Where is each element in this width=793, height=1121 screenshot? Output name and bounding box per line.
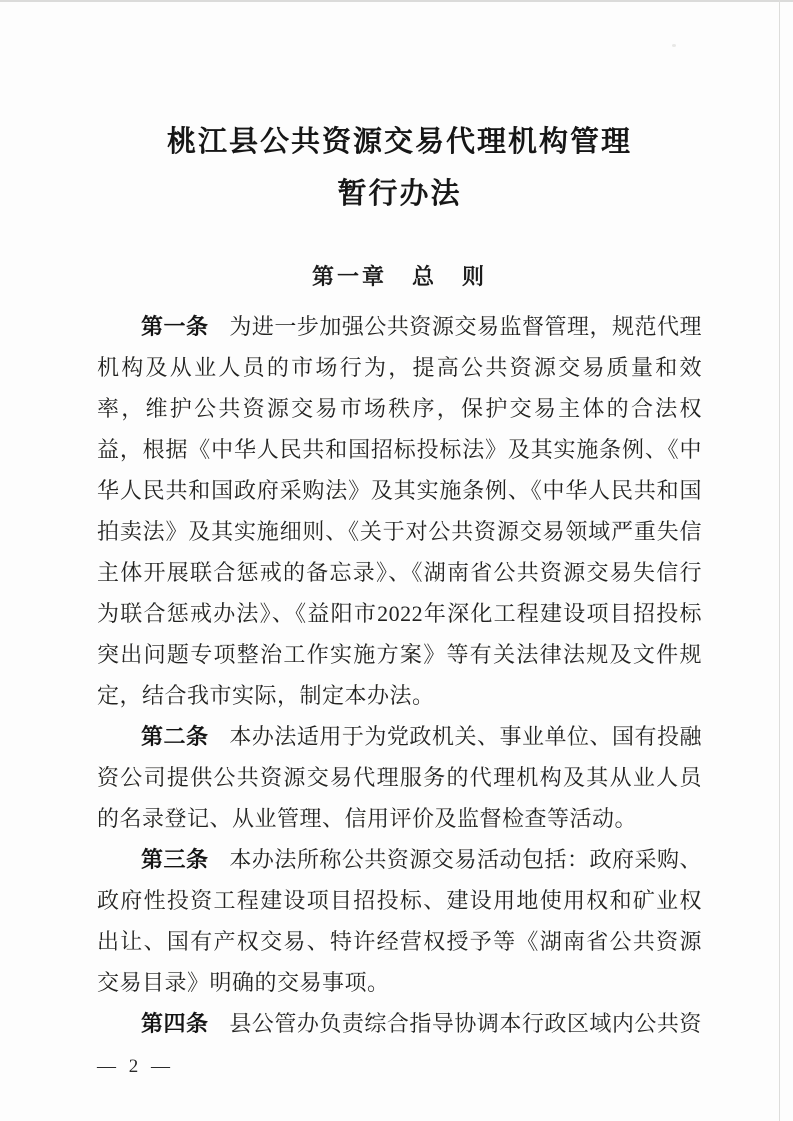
article-3-text: 本办法所称公共资源交易活动包括：政府采购、政府性投资工程建设项目招投标、建设用地使用权和矿业权出让、国有产权交易、特许经营权授予等《湖南省公共资源交易目录》明确的交易事项。 <box>97 847 702 995</box>
article-2-label: 第二条 <box>141 724 209 749</box>
article-1-text: 为进一步加强公共资源交易监督管理，规范代理机构及从业人员的市场行为，提高公共资源交易质量和效率，维护公共资源交易市场秩序，保护交易主体的合法权益，根据《中华人民共和国招标投标法》及其实施条例、《中华人民共和国政府采购法》及其实施条例、《中华人民共和国拍卖法》及其实施细则、《关于对公共资源交易领域严重失信主体开展联合惩戒的备忘录》、《湖南省公共资源交易失信行为联合惩戒办法》、《益阳市2022年深化工程建设项目招投标突出问题专项整治工作实施方案》等有关法律法规及文件规定，结合我市实际，制定本办法。 <box>97 314 702 708</box>
article-paragraph-3 <box>97 839 702 1003</box>
chapter-heading: 第一章 总 则 <box>311 264 487 289</box>
scan-edge-top-artifact <box>0 0 793 2</box>
document-title-line-2: 暂行办法 <box>337 178 462 210</box>
article-paragraph-2 <box>97 716 702 839</box>
article-paragraph-1 <box>97 306 702 716</box>
article-2-text: 本办法适用于为党政机关、事业单位、国有投融资公司提供公共资源交易代理服务的代理机构及其从业人员的名录登记、从业管理、信用评价及监督检查等活动。 <box>97 724 702 831</box>
article-4-text: 县公管办负责综合指导协调本行政区域内公共资 <box>229 1011 702 1036</box>
document-title-line-1: 桃江县公共资源交易代理机构管理 <box>166 126 632 158</box>
article-3-label: 第三条 <box>141 847 209 872</box>
article-4-label: 第四条 <box>141 1011 209 1036</box>
scan-speck-artifact <box>672 44 676 47</box>
document-body <box>97 306 702 1044</box>
article-1-label: 第一条 <box>141 314 209 339</box>
document-title <box>97 116 702 220</box>
scan-edge-right-artifact <box>779 0 780 1121</box>
article-paragraph-4 <box>97 1003 702 1044</box>
page-number: — 2 — <box>97 1056 174 1077</box>
